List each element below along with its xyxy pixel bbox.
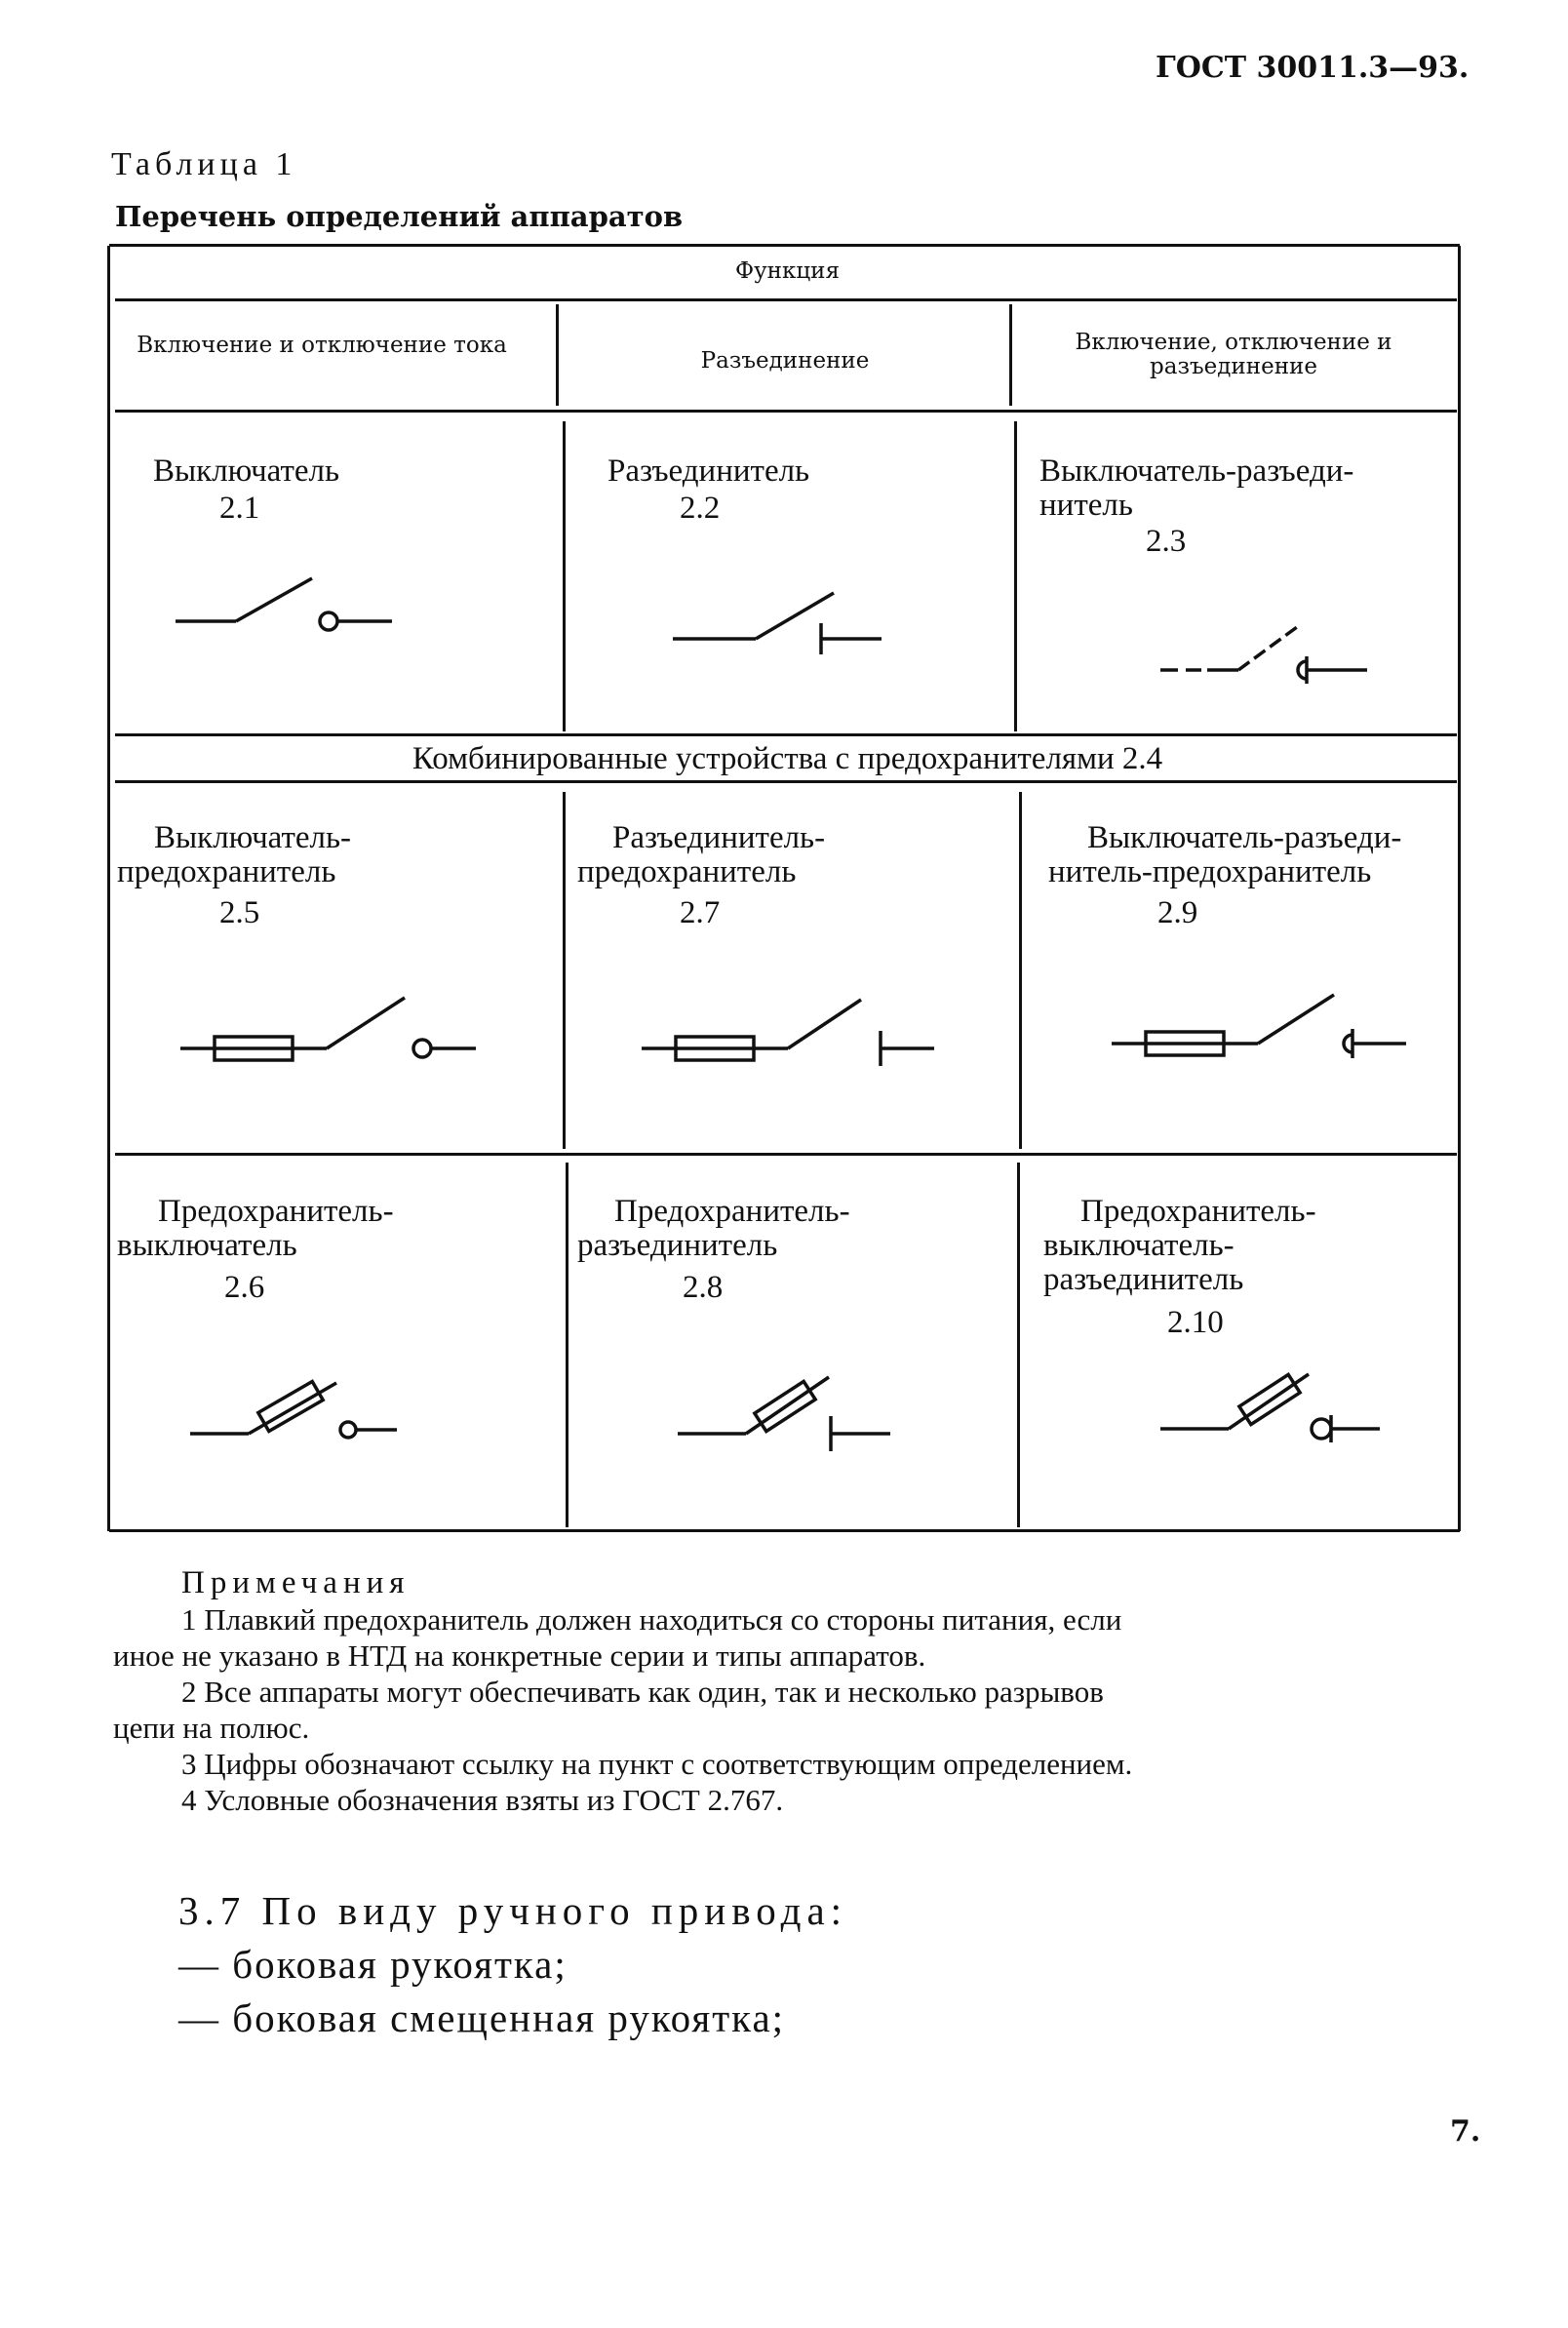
function-header: Функция bbox=[735, 258, 840, 284]
section-list-item: — боковая рукоятка; bbox=[178, 1942, 568, 1987]
note-line: 2 Все аппараты могут обеспечивать как один, так и несколько разрывов bbox=[181, 1675, 1104, 1709]
document-code: ГОСТ 30011.3—93. bbox=[1156, 51, 1470, 85]
table-title: Перечень определений аппаратов bbox=[115, 200, 684, 233]
section-list-item: — боковая смещенная рукоятка; bbox=[178, 1995, 786, 2040]
page-number: 7. bbox=[1450, 2114, 1481, 2149]
fuse-switch-disconnector-symbol bbox=[1160, 1361, 1394, 1448]
cell-name-2-6: Предохранитель- выключатель bbox=[117, 1194, 394, 1263]
note-line: 3 Цифры обозначают ссылку на пункт с соответствующим определением. bbox=[181, 1747, 1133, 1781]
cell-name-2-5: Выключатель- предохранитель bbox=[117, 820, 352, 889]
cell-name-2-9: Выключатель-разъеди- нитель-предохранитель bbox=[1048, 820, 1402, 889]
combined-devices-title: Комбинированные устройства с предохранителями 2.4 bbox=[412, 741, 1163, 776]
switch-disconnector-fuse-symbol bbox=[1112, 990, 1424, 1073]
cell-num-2-9: 2.9 bbox=[1157, 895, 1198, 930]
note-line: 1 Плавкий предохранитель должен находиться со стороны питания, если bbox=[181, 1602, 1122, 1637]
cell-num-2-7: 2.7 bbox=[680, 895, 721, 930]
switch-symbol bbox=[176, 575, 410, 644]
cell-num-2-2: 2.2 bbox=[680, 491, 721, 526]
cell-num-2-10: 2.10 bbox=[1167, 1305, 1224, 1340]
cell-name-2-10: Предохранитель- выключатель- разъединитель bbox=[1043, 1194, 1316, 1297]
cell-num-2-8: 2.8 bbox=[683, 1270, 724, 1305]
cell-name-2-7: Разъединитель- предохранитель bbox=[577, 820, 826, 889]
fuse-switch-symbol bbox=[190, 1365, 414, 1443]
table-label: Таблица 1 bbox=[111, 146, 297, 182]
note-line: цепи на полюс. bbox=[113, 1711, 310, 1745]
col-header-isolation: Разъединение bbox=[700, 348, 870, 374]
cell-num-2-1: 2.1 bbox=[219, 491, 260, 526]
cell-num-2-6: 2.6 bbox=[224, 1270, 265, 1305]
col-header-switching-isolation: Включение, отключение и разъединение bbox=[1075, 330, 1392, 379]
note-line: иное не указано в НТД на конкретные серии и типы аппаратов. bbox=[113, 1638, 926, 1673]
cell-name-2-8: Предохранитель- разъединитель bbox=[577, 1194, 850, 1263]
disconnector-symbol bbox=[673, 590, 907, 658]
cell-name-2-3: Выключатель-разъеди- нитель bbox=[1039, 454, 1354, 523]
col-header-switching: Включение и отключение тока bbox=[137, 333, 507, 358]
switch-disconnector-symbol bbox=[1160, 619, 1385, 688]
fuse-disconnector-symbol bbox=[678, 1365, 912, 1453]
cell-name-2-2: Разъединитель bbox=[608, 454, 810, 489]
disconnector-fuse-symbol bbox=[642, 995, 954, 1073]
cell-num-2-3: 2.3 bbox=[1146, 524, 1187, 559]
notes-title: Примечания bbox=[181, 1565, 411, 1600]
cell-num-2-5: 2.5 bbox=[219, 895, 260, 930]
switch-fuse-symbol bbox=[180, 995, 492, 1073]
cell-name-2-1: Выключатель bbox=[153, 454, 340, 489]
note-line: 4 Условные обозначения взяты из ГОСТ 2.767. bbox=[181, 1783, 784, 1817]
section-heading: 3.7 По виду ручного привода: bbox=[178, 1888, 848, 1933]
